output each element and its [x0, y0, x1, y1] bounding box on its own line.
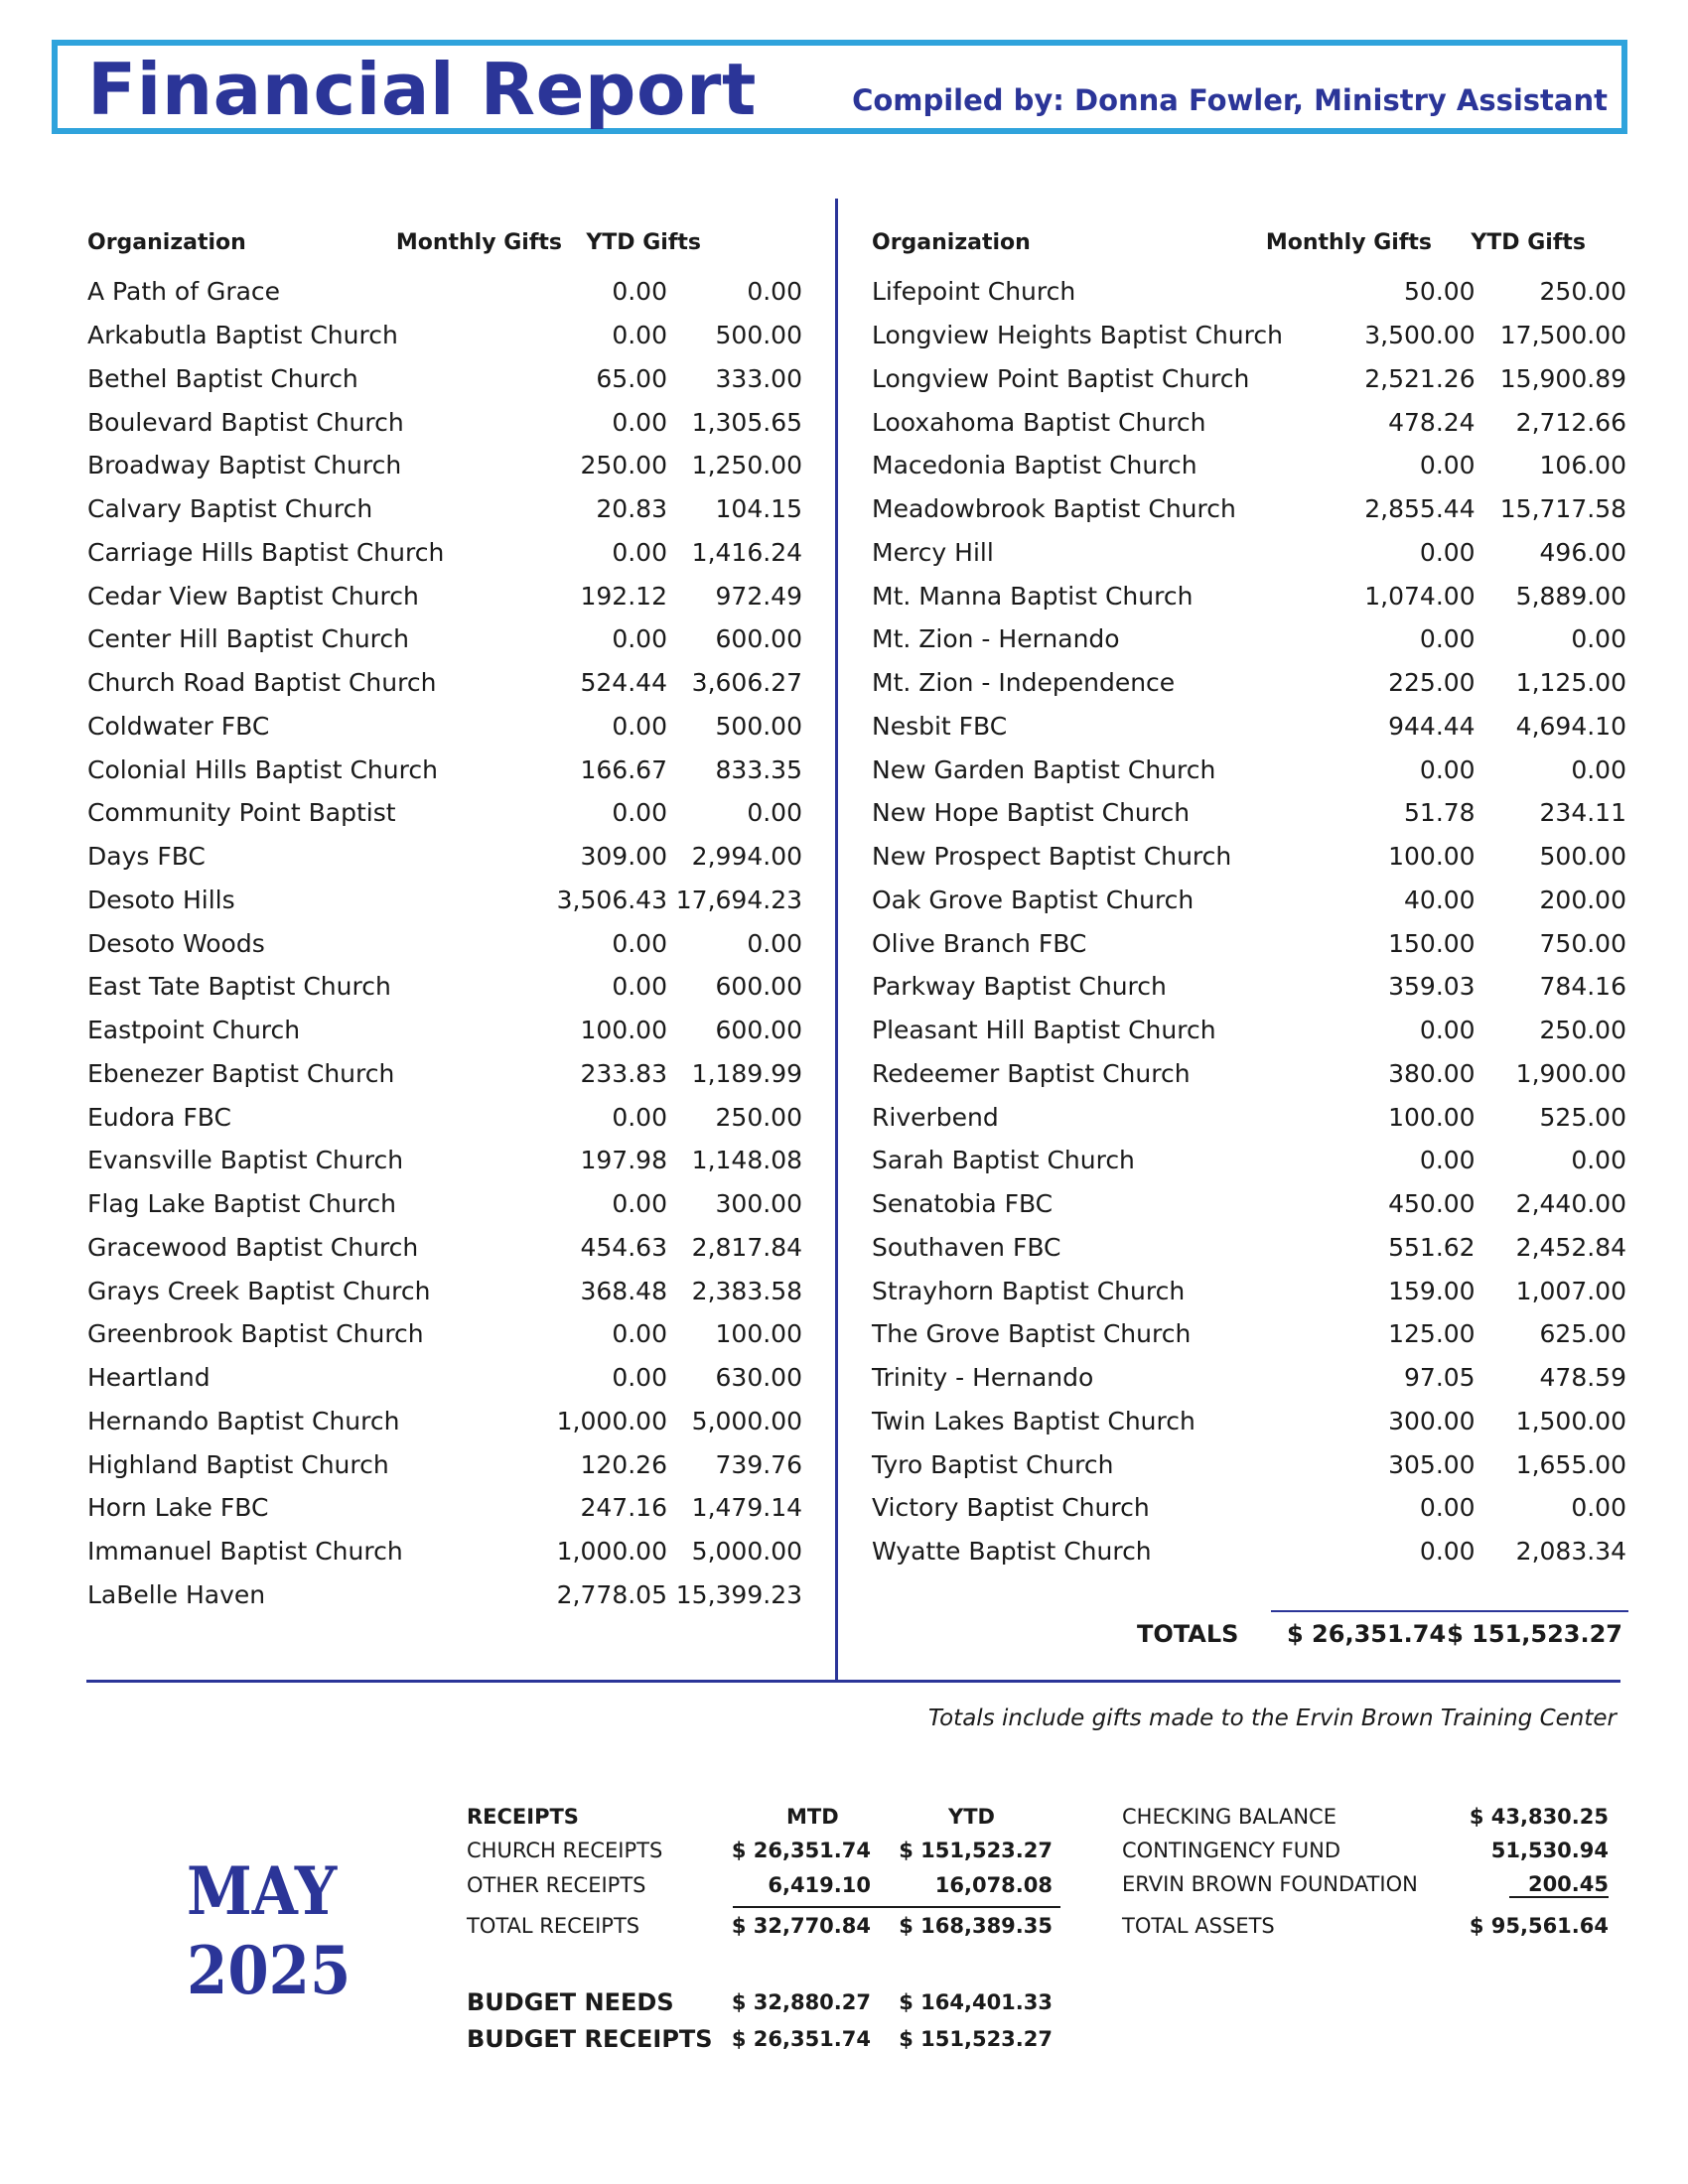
ytd-gifts-cell: 500.00 [1539, 842, 1626, 872]
table-row [872, 1530, 1626, 1573]
ytd-gifts-cell: 1,305.65 [691, 407, 802, 437]
monthly-gifts-cell: 51.78 [1404, 798, 1476, 828]
ytd-gifts-cell: 784.16 [1539, 972, 1626, 1002]
organization-cell: Mt. Zion - Hernando [872, 624, 1120, 654]
table-row [872, 400, 1626, 444]
table-row [872, 1009, 1626, 1052]
receipts-rule [733, 1906, 1060, 1908]
monthly-gifts-cell: 100.00 [1388, 1102, 1476, 1132]
table-row [87, 661, 802, 705]
organization-cell: Heartland [87, 1363, 211, 1393]
organization-cell: Longview Point Baptist Church [872, 363, 1250, 393]
ytd-gifts-cell: 2,712.66 [1515, 407, 1626, 437]
compiled-by: Compiled by: Donna Fowler, Ministry Assistant [852, 83, 1608, 117]
other-receipts-label: OTHER RECEIPTS [467, 1873, 646, 1897]
mtd-header: MTD [786, 1805, 839, 1829]
ytd-gifts-cell: 15,399.23 [675, 1579, 802, 1609]
table-row [872, 791, 1626, 835]
monthly-gifts-cell: 40.00 [1404, 885, 1476, 914]
ytd-gifts-cell: 600.00 [715, 972, 802, 1002]
period-month: MAY [187, 1852, 338, 1930]
organization-cell: Parkway Baptist Church [872, 972, 1167, 1002]
ytd-gifts-cell: 2,994.00 [691, 842, 802, 872]
table-row [872, 1226, 1626, 1270]
table-row [87, 574, 802, 617]
monthly-gifts-cell: 309.00 [580, 842, 667, 872]
table-row [872, 314, 1626, 357]
monthly-gifts-cell: 305.00 [1388, 1449, 1476, 1479]
table-row [872, 270, 1626, 314]
ytd-gifts-cell: 4,694.10 [1515, 711, 1626, 741]
ytd-gifts-cell: 600.00 [715, 624, 802, 654]
section-divider [86, 1680, 1620, 1683]
organization-cell: Mt. Zion - Independence [872, 668, 1176, 698]
organization-cell: Church Road Baptist Church [87, 668, 437, 698]
column-divider [835, 199, 838, 1681]
budget-needs-label: BUDGET NEEDS [467, 1988, 674, 2016]
monthly-gifts-cell: 368.48 [580, 1276, 667, 1305]
table-row [872, 748, 1626, 791]
ytd-gifts-cell: 1,007.00 [1515, 1276, 1626, 1305]
table-row [872, 1312, 1626, 1356]
monthly-gifts-cell: 0.00 [612, 711, 667, 741]
organization-cell: Evansville Baptist Church [87, 1146, 404, 1175]
table-row [87, 1530, 802, 1573]
monthly-gifts-cell: 97.05 [1404, 1363, 1476, 1393]
left-rows [87, 270, 802, 1616]
table-row [872, 531, 1626, 575]
organization-cell: Oak Grove Baptist Church [872, 885, 1195, 914]
monthly-gifts-cell: 0.00 [1419, 537, 1476, 567]
ytd-gifts-cell: 15,717.58 [1499, 494, 1626, 524]
ytd-gifts-cell: 3,606.27 [691, 668, 802, 698]
table-row [87, 1182, 802, 1226]
organization-cell: Redeemer Baptist Church [872, 1058, 1191, 1088]
monthly-gifts-cell: 2,855.44 [1364, 494, 1476, 524]
table-row [87, 879, 802, 922]
table-row [872, 661, 1626, 705]
organization-cell: Coldwater FBC [87, 711, 270, 741]
table-row [87, 1269, 802, 1312]
organization-cell: New Prospect Baptist Church [872, 842, 1232, 872]
table-row [87, 531, 802, 575]
organization-cell: Community Point Baptist [87, 798, 396, 828]
monthly-gifts-cell: 3,500.00 [1364, 321, 1476, 350]
table-row [87, 314, 802, 357]
monthly-gifts-cell: 359.03 [1388, 972, 1476, 1002]
other-receipts-ytd: 16,078.08 [934, 1873, 1053, 1897]
contingency-fund-label: CONTINGENCY FUND [1122, 1839, 1341, 1862]
organization-cell: Colonial Hills Baptist Church [87, 754, 438, 784]
ytd-gifts-cell: 250.00 [1539, 277, 1626, 307]
table-header [872, 230, 1626, 258]
budget-needs-mtd: $ 32,880.27 [731, 1990, 871, 2014]
monthly-gifts-cell: 65.00 [596, 363, 667, 393]
table-row [87, 1009, 802, 1052]
ytd-gifts-cell: 0.00 [1571, 624, 1626, 654]
ytd-gifts-cell: 1,655.00 [1515, 1449, 1626, 1479]
organization-cell: Center Hill Baptist Church [87, 624, 409, 654]
col-header-ytd: YTD Gifts [1471, 230, 1586, 255]
totals-monthly: $ 26,351.74 [1287, 1620, 1447, 1648]
table-row [872, 879, 1626, 922]
organization-cell: New Garden Baptist Church [872, 754, 1216, 784]
monthly-gifts-cell: 1,074.00 [1364, 581, 1476, 611]
ytd-gifts-cell: 630.00 [715, 1363, 802, 1393]
total-assets-label: TOTAL ASSETS [1122, 1914, 1275, 1938]
ytd-gifts-cell: 0.00 [747, 798, 802, 828]
totals-ytd: $ 151,523.27 [1447, 1620, 1622, 1648]
organization-cell: The Grove Baptist Church [872, 1319, 1192, 1349]
monthly-gifts-cell: 159.00 [1388, 1276, 1476, 1305]
contingency-fund-value: 51,530.94 [1490, 1839, 1609, 1862]
monthly-gifts-cell: 0.00 [1419, 451, 1476, 480]
church-receipts-ytd: $ 151,523.27 [899, 1839, 1053, 1862]
ytd-gifts-cell: 972.49 [715, 581, 802, 611]
checking-balance-value: $ 43,830.25 [1469, 1805, 1609, 1829]
ytd-gifts-cell: 250.00 [715, 1102, 802, 1132]
organization-cell: Desoto Woods [87, 928, 265, 958]
monthly-gifts-cell: 150.00 [1388, 928, 1476, 958]
organization-cell: Mercy Hill [872, 537, 994, 567]
organization-cell: Pleasant Hill Baptist Church [872, 1016, 1216, 1045]
organization-cell: Tyro Baptist Church [872, 1449, 1114, 1479]
page-title: Financial Report [87, 48, 757, 131]
table-row [872, 1400, 1626, 1443]
monthly-gifts-cell: 0.00 [612, 321, 667, 350]
ytd-gifts-cell: 525.00 [1539, 1102, 1626, 1132]
monthly-gifts-cell: 3,506.43 [556, 885, 667, 914]
checking-balance-label: CHECKING BALANCE [1122, 1805, 1336, 1829]
table-row [872, 1442, 1626, 1486]
organization-cell: Gracewood Baptist Church [87, 1232, 419, 1262]
ytd-gifts-cell: 1,250.00 [691, 451, 802, 480]
organization-cell: Desoto Hills [87, 885, 235, 914]
col-header-monthly: Monthly Gifts [1265, 230, 1432, 255]
table-row [872, 965, 1626, 1009]
monthly-gifts-cell: 450.00 [1388, 1189, 1476, 1219]
other-receipts-mtd: 6,419.10 [768, 1873, 871, 1897]
monthly-gifts-cell: 0.00 [612, 407, 667, 437]
ytd-gifts-cell: 600.00 [715, 1016, 802, 1045]
organization-cell: Meadowbrook Baptist Church [872, 494, 1236, 524]
total-receipts-ytd: $ 168,389.35 [899, 1914, 1053, 1938]
organization-cell: Senatobia FBC [872, 1189, 1054, 1219]
ytd-gifts-cell: 1,125.00 [1515, 668, 1626, 698]
organization-cell: Macedonia Baptist Church [872, 451, 1197, 480]
organization-cell: Eudora FBC [87, 1102, 231, 1132]
monthly-gifts-cell: 0.00 [612, 1363, 667, 1393]
monthly-gifts-cell: 0.00 [612, 277, 667, 307]
monthly-gifts-cell: 1,000.00 [556, 1406, 667, 1435]
monthly-gifts-cell: 944.44 [1388, 711, 1476, 741]
organization-cell: Flag Lake Baptist Church [87, 1189, 396, 1219]
monthly-gifts-cell: 0.00 [1419, 1493, 1476, 1523]
ytd-gifts-cell: 1,900.00 [1515, 1058, 1626, 1088]
table-row [872, 1269, 1626, 1312]
table-row [87, 617, 802, 661]
organization-cell: Days FBC [87, 842, 206, 872]
monthly-gifts-cell: 300.00 [1388, 1406, 1476, 1435]
table-row [872, 705, 1626, 749]
organization-cell: New Hope Baptist Church [872, 798, 1191, 828]
organization-cell: A Path of Grace [87, 277, 281, 307]
ytd-gifts-cell: 0.00 [1571, 1146, 1626, 1175]
table-row [87, 1400, 802, 1443]
ytd-gifts-cell: 5,889.00 [1515, 581, 1626, 611]
table-header [87, 230, 802, 258]
col-header-organization: Organization [87, 230, 246, 255]
ytd-gifts-cell: 2,440.00 [1515, 1189, 1626, 1219]
organization-cell: Calvary Baptist Church [87, 494, 373, 524]
monthly-gifts-cell: 120.26 [580, 1449, 667, 1479]
ytd-gifts-cell: 17,500.00 [1499, 321, 1626, 350]
receipts-header: RECEIPTS [467, 1805, 579, 1829]
monthly-gifts-cell: 0.00 [1419, 624, 1476, 654]
ytd-gifts-cell: 333.00 [715, 363, 802, 393]
ytd-gifts-cell: 5,000.00 [691, 1537, 802, 1567]
monthly-gifts-cell: 0.00 [612, 1189, 667, 1219]
table-row [872, 574, 1626, 617]
table-row [872, 1139, 1626, 1182]
monthly-gifts-cell: 0.00 [612, 972, 667, 1002]
ytd-header: YTD [948, 1805, 995, 1829]
monthly-gifts-cell: 0.00 [612, 1102, 667, 1132]
ytd-gifts-cell: 234.11 [1539, 798, 1626, 828]
ytd-gifts-cell: 5,000.00 [691, 1406, 802, 1435]
organization-cell: Mt. Manna Baptist Church [872, 581, 1194, 611]
ytd-gifts-cell: 500.00 [715, 711, 802, 741]
organization-cell: Wyatte Baptist Church [872, 1537, 1152, 1567]
table-row [872, 1356, 1626, 1400]
table-row [872, 1486, 1626, 1530]
budget-receipts-mtd: $ 26,351.74 [731, 2027, 871, 2051]
table-row [87, 270, 802, 314]
table-row [87, 1312, 802, 1356]
total-receipts-label: TOTAL RECEIPTS [467, 1914, 640, 1938]
monthly-gifts-cell: 454.63 [580, 1232, 667, 1262]
church-receipts-label: CHURCH RECEIPTS [467, 1839, 663, 1862]
ytd-gifts-cell: 1,500.00 [1515, 1406, 1626, 1435]
monthly-gifts-cell: 478.24 [1388, 407, 1476, 437]
table-row [87, 1486, 802, 1530]
table-row [87, 965, 802, 1009]
organization-cell: Trinity - Hernando [872, 1363, 1094, 1393]
ytd-gifts-cell: 625.00 [1539, 1319, 1626, 1349]
table-row [87, 1442, 802, 1486]
monthly-gifts-cell: 1,000.00 [556, 1537, 667, 1567]
ytd-gifts-cell: 739.76 [715, 1449, 802, 1479]
report-period [187, 1851, 352, 2010]
monthly-gifts-cell: 100.00 [1388, 842, 1476, 872]
monthly-gifts-cell: 0.00 [1419, 1146, 1476, 1175]
organization-cell: Boulevard Baptist Church [87, 407, 404, 437]
ytd-gifts-cell: 17,694.23 [675, 885, 802, 914]
table-row [87, 400, 802, 444]
table-row [872, 835, 1626, 879]
organization-cell: Greenbrook Baptist Church [87, 1319, 424, 1349]
organization-cell: Carriage Hills Baptist Church [87, 537, 445, 567]
monthly-gifts-cell: 0.00 [612, 624, 667, 654]
monthly-gifts-cell: 0.00 [1419, 1016, 1476, 1045]
monthly-gifts-cell: 524.44 [580, 668, 667, 698]
organization-cell: Highland Baptist Church [87, 1449, 389, 1479]
table-row [872, 1095, 1626, 1139]
table-row [872, 921, 1626, 965]
budget-receipts-label: BUDGET RECEIPTS [467, 2025, 713, 2053]
budget-needs-ytd: $ 164,401.33 [899, 1990, 1053, 2014]
organization-cell: Nesbit FBC [872, 711, 1008, 741]
ytd-gifts-cell: 2,383.58 [691, 1276, 802, 1305]
organization-cell: Arkabutla Baptist Church [87, 321, 398, 350]
totals-rule [1271, 1610, 1628, 1612]
table-row [87, 1573, 802, 1617]
table-row [87, 921, 802, 965]
table-row [872, 357, 1626, 401]
organization-cell: Looxahoma Baptist Church [872, 407, 1206, 437]
monthly-gifts-cell: 233.83 [580, 1058, 667, 1088]
monthly-gifts-cell: 0.00 [612, 798, 667, 828]
ytd-gifts-cell: 100.00 [715, 1319, 802, 1349]
right-gifts-table [872, 230, 1626, 1573]
col-header-monthly: Monthly Gifts [395, 230, 562, 255]
organization-cell: East Tate Baptist Church [87, 972, 391, 1002]
total-assets-value: $ 95,561.64 [1469, 1914, 1609, 1938]
ytd-gifts-cell: 478.59 [1539, 1363, 1626, 1393]
ytd-gifts-cell: 750.00 [1539, 928, 1626, 958]
ytd-gifts-cell: 0.00 [747, 928, 802, 958]
organization-cell: Eastpoint Church [87, 1016, 301, 1045]
table-row [87, 444, 802, 487]
monthly-gifts-cell: 125.00 [1388, 1319, 1476, 1349]
table-row [87, 357, 802, 401]
ytd-gifts-cell: 1,148.08 [691, 1146, 802, 1175]
ytd-gifts-cell: 106.00 [1539, 451, 1626, 480]
ytd-gifts-cell: 500.00 [715, 321, 802, 350]
monthly-gifts-cell: 50.00 [1404, 277, 1476, 307]
ytd-gifts-cell: 1,189.99 [691, 1058, 802, 1088]
organization-cell: LaBelle Haven [87, 1579, 266, 1609]
organization-cell: Ebenezer Baptist Church [87, 1058, 395, 1088]
ytd-gifts-cell: 0.00 [747, 277, 802, 307]
organization-cell: Strayhorn Baptist Church [872, 1276, 1186, 1305]
monthly-gifts-cell: 100.00 [580, 1016, 667, 1045]
organization-cell: Horn Lake FBC [87, 1493, 269, 1523]
table-row [87, 748, 802, 791]
table-row [87, 705, 802, 749]
table-row [87, 791, 802, 835]
organization-cell: Victory Baptist Church [872, 1493, 1150, 1523]
table-row [872, 1052, 1626, 1096]
ytd-gifts-cell: 496.00 [1539, 537, 1626, 567]
col-header-organization: Organization [872, 230, 1031, 255]
table-row [87, 1226, 802, 1270]
monthly-gifts-cell: 2,778.05 [556, 1579, 667, 1609]
ytd-gifts-cell: 1,479.14 [691, 1493, 802, 1523]
foundation-value: 200.45 [1509, 1872, 1609, 1898]
organization-cell: Bethel Baptist Church [87, 363, 358, 393]
totals-label: TOTALS [1137, 1620, 1239, 1648]
ytd-gifts-cell: 0.00 [1571, 754, 1626, 784]
monthly-gifts-cell: 192.12 [580, 581, 667, 611]
period-year: 2025 [187, 1932, 352, 2009]
totals-note: Totals include gifts made to the Ervin Brown Training Center [927, 1706, 1617, 1731]
table-row [872, 444, 1626, 487]
monthly-gifts-cell: 0.00 [612, 1319, 667, 1349]
budget-receipts-ytd: $ 151,523.27 [899, 2027, 1053, 2051]
ytd-gifts-cell: 200.00 [1539, 885, 1626, 914]
ytd-gifts-cell: 2,083.34 [1515, 1537, 1626, 1567]
table-row [87, 835, 802, 879]
monthly-gifts-cell: 250.00 [580, 451, 667, 480]
organization-cell: Grays Creek Baptist Church [87, 1276, 431, 1305]
organization-cell: Lifepoint Church [872, 277, 1076, 307]
organization-cell: Immanuel Baptist Church [87, 1537, 403, 1567]
organization-cell: Southaven FBC [872, 1232, 1061, 1262]
organization-cell: Olive Branch FBC [872, 928, 1087, 958]
table-row [87, 487, 802, 531]
organization-cell: Riverbend [872, 1102, 999, 1132]
ytd-gifts-cell: 300.00 [715, 1189, 802, 1219]
left-gifts-table [87, 230, 802, 1616]
ytd-gifts-cell: 2,817.84 [691, 1232, 802, 1262]
monthly-gifts-cell: 197.98 [580, 1146, 667, 1175]
monthly-gifts-cell: 0.00 [1419, 1537, 1476, 1567]
ytd-gifts-cell: 250.00 [1539, 1016, 1626, 1045]
table-row [872, 487, 1626, 531]
ytd-gifts-cell: 833.35 [715, 754, 802, 784]
col-header-ytd: YTD Gifts [586, 230, 701, 255]
ytd-gifts-cell: 2,452.84 [1515, 1232, 1626, 1262]
right-rows [872, 270, 1626, 1573]
church-receipts-mtd: $ 26,351.74 [731, 1839, 871, 1862]
organization-cell: Cedar View Baptist Church [87, 581, 419, 611]
table-row [872, 617, 1626, 661]
monthly-gifts-cell: 166.67 [580, 754, 667, 784]
report-header [52, 40, 1627, 134]
ytd-gifts-cell: 1,416.24 [691, 537, 802, 567]
table-row [87, 1139, 802, 1182]
ytd-gifts-cell: 0.00 [1571, 1493, 1626, 1523]
organization-cell: Sarah Baptist Church [872, 1146, 1135, 1175]
monthly-gifts-cell: 0.00 [1419, 754, 1476, 784]
organization-cell: Broadway Baptist Church [87, 451, 402, 480]
monthly-gifts-cell: 380.00 [1388, 1058, 1476, 1088]
total-receipts-mtd: $ 32,770.84 [731, 1914, 871, 1938]
ytd-gifts-cell: 104.15 [715, 494, 802, 524]
monthly-gifts-cell: 0.00 [612, 537, 667, 567]
organization-cell: Hernando Baptist Church [87, 1406, 400, 1435]
table-row [872, 1182, 1626, 1226]
monthly-gifts-cell: 225.00 [1388, 668, 1476, 698]
monthly-gifts-cell: 20.83 [596, 494, 667, 524]
monthly-gifts-cell: 0.00 [612, 928, 667, 958]
foundation-label: ERVIN BROWN FOUNDATION [1122, 1872, 1418, 1896]
table-row [87, 1052, 802, 1096]
table-row [87, 1095, 802, 1139]
ytd-gifts-cell: 15,900.89 [1499, 363, 1626, 393]
monthly-gifts-cell: 247.16 [580, 1493, 667, 1523]
table-row [87, 1356, 802, 1400]
organization-cell: Twin Lakes Baptist Church [872, 1406, 1196, 1435]
monthly-gifts-cell: 551.62 [1388, 1232, 1476, 1262]
organization-cell: Longview Heights Baptist Church [872, 321, 1283, 350]
monthly-gifts-cell: 2,521.26 [1364, 363, 1476, 393]
